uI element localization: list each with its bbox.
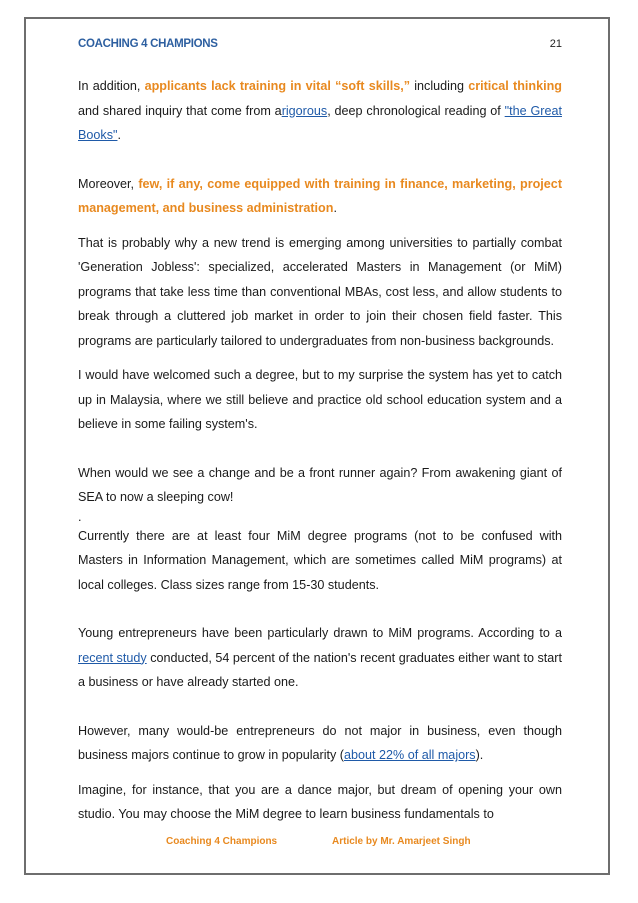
link-rigorous[interactable]: rigorous xyxy=(281,103,328,118)
paragraph-7: Currently there are at least four MiM degree programs (not to be confused with Masters in Information Management, which are sometimes called MiM programs) at local colleges. Class sizes range from 15-30 students. xyxy=(78,528,562,592)
paragraph-5: When would we see a change and be a front runner again? From awakening giant of SEA to now a sleeping cow! xyxy=(78,465,562,504)
paragraph-8 xyxy=(78,621,562,695)
link-recent-study[interactable]: recent study xyxy=(78,650,147,665)
link-great-books[interactable]: "the Great Books" xyxy=(78,103,562,142)
p9-text-2: ). xyxy=(475,748,484,762)
p1-highlight-critical-thinking: critical thinking xyxy=(468,79,562,93)
p8-text-2: conducted, 54 percent of the nation's recent graduates either want to start a business or have already started one. xyxy=(78,650,562,689)
p1-text-4: , deep chronological reading of xyxy=(327,103,505,118)
page-number: 21 xyxy=(549,38,562,50)
page-header xyxy=(78,38,562,54)
footer-brand: Coaching 4 Champions xyxy=(166,836,278,847)
page-footer xyxy=(78,836,562,852)
p2-text-2: . xyxy=(333,201,337,215)
p1-text-2: including xyxy=(410,79,469,93)
paragraph-10: Imagine, for instance, that you are a dance major, but dream of opening your own studio. You may choose the MiM degree to learn business fundamentals to xyxy=(78,782,562,821)
paragraph-2 xyxy=(78,172,562,221)
p1-text-1: In addition, xyxy=(78,79,145,93)
paragraph-9 xyxy=(78,719,562,768)
p8-text-1: Young entrepreneurs have been particularly drawn to MiM programs. According to a xyxy=(78,626,562,640)
paragraph-3: That is probably why a new trend is emerging among universities to partially combat 'Generation Jobless': specialized, accelerated Masters in Management (or MiM) programs that take less time than conventional MBAs, cost less, and allow students to break through a cluttered job market in order to join their chosen field faster. This programs are particularly tailored to undergraduates from non-business backgrounds. xyxy=(78,235,562,348)
paragraph-dot: . xyxy=(78,509,82,524)
paragraph-4: I would have welcomed such a degree, but to my surprise the system has yet to catch up in Malaysia, where we still believe and practice old school education system and a believe in some failing system's. xyxy=(78,368,562,431)
p1-text-5: . xyxy=(117,128,121,142)
footer-author: Article by Mr. Amarjeet Singh xyxy=(332,836,471,847)
p2-text-1: Moreover, xyxy=(78,176,139,191)
p1-text-3: and shared inquiry that come from a xyxy=(78,103,282,118)
article-body xyxy=(78,74,562,827)
paragraph-1 xyxy=(78,74,562,148)
link-business-majors[interactable]: about 22% of all majors xyxy=(344,748,476,762)
header-brand: COACHING 4 CHAMPIONS xyxy=(78,38,218,50)
p9-text-1: However, many would-be entrepreneurs do not major in business, even though business majors continue to grow in popularity ( xyxy=(78,723,562,762)
p2-highlight-training: few, if any, come equipped with training in finance, marketing, project management, and business administration xyxy=(78,176,563,215)
p1-highlight-soft-skills: applicants lack training in vital “soft skills,” xyxy=(144,79,411,93)
